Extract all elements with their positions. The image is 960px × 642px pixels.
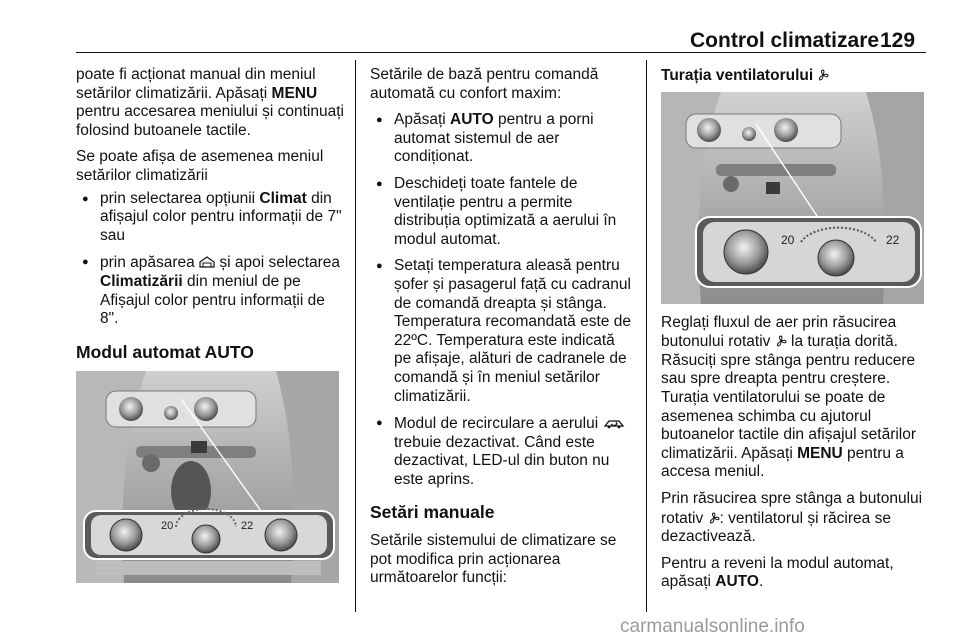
fan-icon bbox=[817, 67, 829, 83]
heading-auto-mode: Modul automat AUTO bbox=[76, 341, 254, 362]
list-item: ● Deschideți toate fantele de ventilație pentru a permite distribuția optimizată a aerului în modul automat. bbox=[370, 175, 635, 249]
paragraph-manual: Setările sistemului de climatizare se pot modifica prin acționarea următoarelor funcții: bbox=[370, 532, 617, 587]
paragraph-menu: poate fi acționat manual din meniul setărilor climatizării. Apăsați MENU pentru accesarea meniului și continuați folosind butoanele tactile. bbox=[76, 66, 344, 139]
middle-column bbox=[370, 66, 635, 596]
display-temp-left: 20 bbox=[161, 520, 174, 533]
display-temp-right: 22 bbox=[241, 520, 254, 533]
list-item: ● Setați temperatura aleasă pentru șofer și pasagerul față cu cadranul de comandă dreapta și stânga. Temperatura recomandată este de 22ºC. Temperatura este indicată pe afișaje, alături de cadranele de comandă și în meniul setărilor climatizării. bbox=[370, 257, 635, 406]
list-item: ● prin selectarea opțiunii Climat din afișajul color pentru informații de 7" sau bbox=[76, 190, 344, 246]
paragraph-return-auto: Pentru a reveni la modul automat, apăsați AUTO. bbox=[661, 554, 894, 591]
display-temp-right: 22 bbox=[886, 232, 900, 247]
figure-fan-control bbox=[661, 92, 924, 304]
paragraph-display: Se poate afișa de asemenea meniul setărilor climatizării bbox=[76, 148, 324, 184]
watermark-text: carmanualsonline.info bbox=[620, 616, 805, 637]
paragraph-auto-intro: Setările de bază pentru comandă automată cu confort maxim: bbox=[370, 66, 599, 102]
display-temp-left: 20 bbox=[781, 232, 795, 247]
paragraph-fan-knob: Reglați fluxul de aer prin răsucirea butonului rotativ la turația dorită. Răsuciți spre stânga pentru reducere sau spre dreapta pentru creștere. Turația ventilatorului se poate de asemenea schimba cu ajutorul butoanelor tactile din afișajul setărilor climatizării. Apăsați MENU pentru a accesa meniul. bbox=[661, 313, 917, 481]
figure-console-auto bbox=[76, 371, 339, 583]
menu-keyword: MENU bbox=[271, 84, 318, 102]
list-item: ● prin apăsarea și apoi selectarea Climatizării din meniul de pe Afișajul color pentru informații de 8". bbox=[76, 253, 344, 328]
list-item: ● Apăsați AUTO pentru a porni automat sistemul de aer condiționat. bbox=[370, 111, 635, 167]
left-column bbox=[76, 66, 344, 593]
fan-icon bbox=[775, 333, 787, 349]
heading-manual-settings: Setări manuale bbox=[370, 502, 495, 523]
right-column bbox=[661, 66, 929, 600]
fan-icon bbox=[708, 510, 720, 526]
heading-fan-speed: Turația ventilatorului bbox=[661, 66, 929, 86]
list-item: ● Modul de recirculare a aerului trebuie dezactivat. Când este dezactivat, LED-ul din buton nu este aprins. bbox=[370, 414, 635, 489]
auto-steps-list bbox=[370, 111, 635, 489]
header-rule bbox=[76, 52, 926, 53]
paragraph-fan-off: Prin răsucirea spre stânga a butonului rotativ : ventilatorul și răcirea se dezactivează. bbox=[661, 489, 923, 546]
display-options-list bbox=[76, 190, 344, 329]
page-number: 129 bbox=[880, 29, 916, 52]
recirculation-icon bbox=[603, 415, 625, 431]
header-title: Control climatizare bbox=[690, 29, 880, 52]
home-icon bbox=[199, 254, 215, 270]
column-divider-2 bbox=[646, 60, 647, 612]
column-divider-1 bbox=[355, 60, 356, 612]
